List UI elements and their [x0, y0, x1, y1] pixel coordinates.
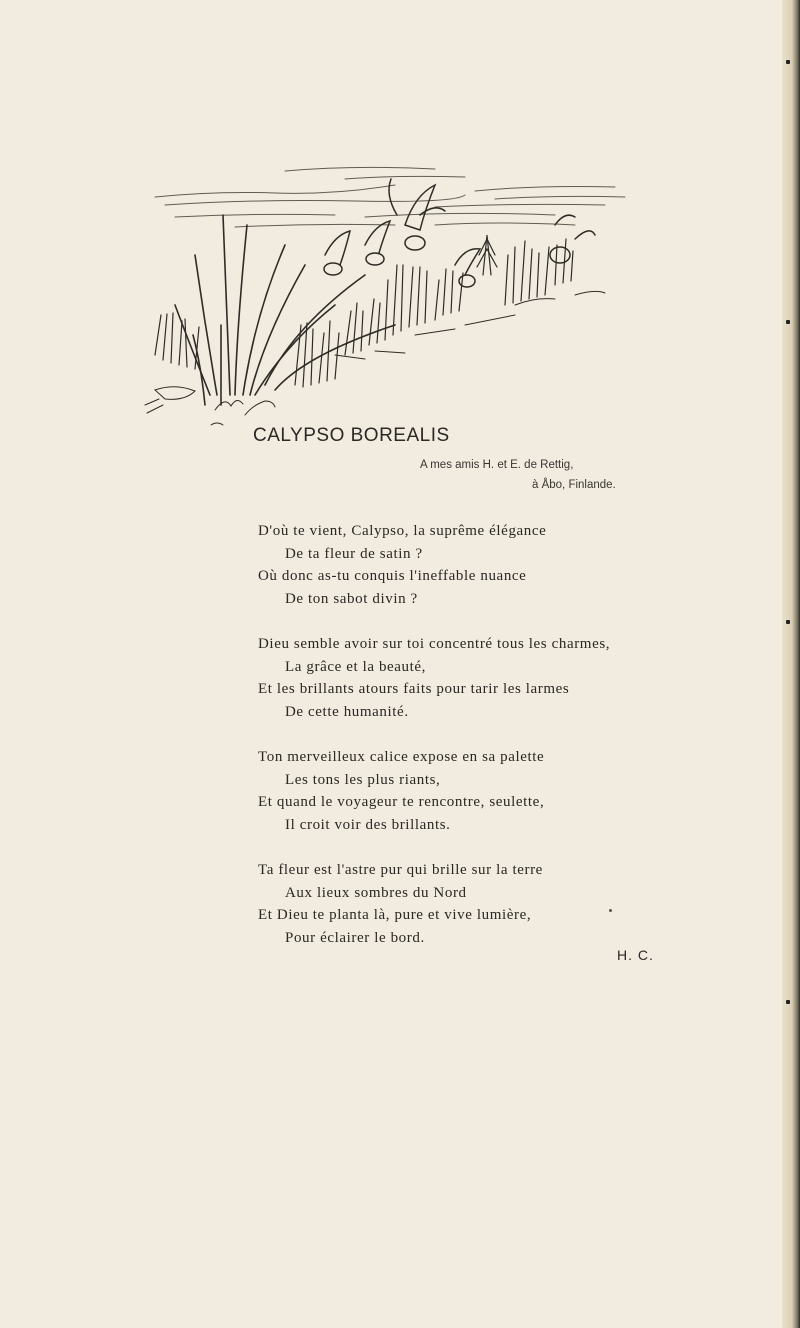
calypso-orchid-illustration	[135, 155, 635, 435]
stanza	[258, 520, 698, 610]
verse-line: Ta fleur est l'astre pur qui brille sur la terre	[258, 862, 543, 878]
verse-line: Les tons les plus riants,	[285, 771, 441, 788]
dedication-line: A mes amis H. et E. de Rettig,	[420, 459, 574, 471]
edge-mark	[786, 1000, 790, 1004]
verse-line: De ton sabot divin ?	[285, 590, 418, 607]
verse-line: De ta fleur de satin ?	[285, 545, 423, 562]
verse-line: Et les brillants atours faits pour tarir les larmes	[258, 681, 570, 697]
dedication-line: à Åbo, Finlande.	[532, 479, 616, 491]
edge-mark	[786, 60, 790, 64]
verse-line: Où donc as-tu conquis l'ineffable nuance	[258, 568, 527, 584]
poem-title: CALYPSO BOREALIS	[253, 425, 450, 446]
edge-mark	[786, 620, 790, 624]
author-signature: H. C.	[617, 947, 654, 963]
ink-speck	[609, 909, 612, 912]
page-edge-shadow	[782, 0, 800, 1328]
verse-line: Ton merveilleux calice expose en sa palette	[258, 749, 545, 765]
verse-line: Aux lieux sombres du Nord	[285, 884, 467, 901]
verse-line: Dieu semble avoir sur toi concentré tous les charmes,	[258, 636, 611, 652]
poem-body	[258, 520, 698, 972]
verse-line: De cette humanité.	[285, 703, 409, 720]
stanza	[258, 859, 698, 949]
verse-line: La grâce et la beauté,	[285, 658, 427, 675]
verse-line: D'où te vient, Calypso, la suprême élégance	[258, 523, 547, 539]
verse-line: Et quand le voyageur te rencontre, seulette,	[258, 794, 545, 810]
verse-line: Il croit voir des brillants.	[285, 816, 451, 833]
stanza	[258, 746, 698, 836]
edge-mark	[786, 320, 790, 324]
verse-line: Et Dieu te planta là, pure et vive lumière,	[258, 907, 532, 923]
dedication	[420, 455, 720, 495]
verse-line: Pour éclairer le bord.	[285, 929, 425, 946]
stanza	[258, 633, 698, 723]
